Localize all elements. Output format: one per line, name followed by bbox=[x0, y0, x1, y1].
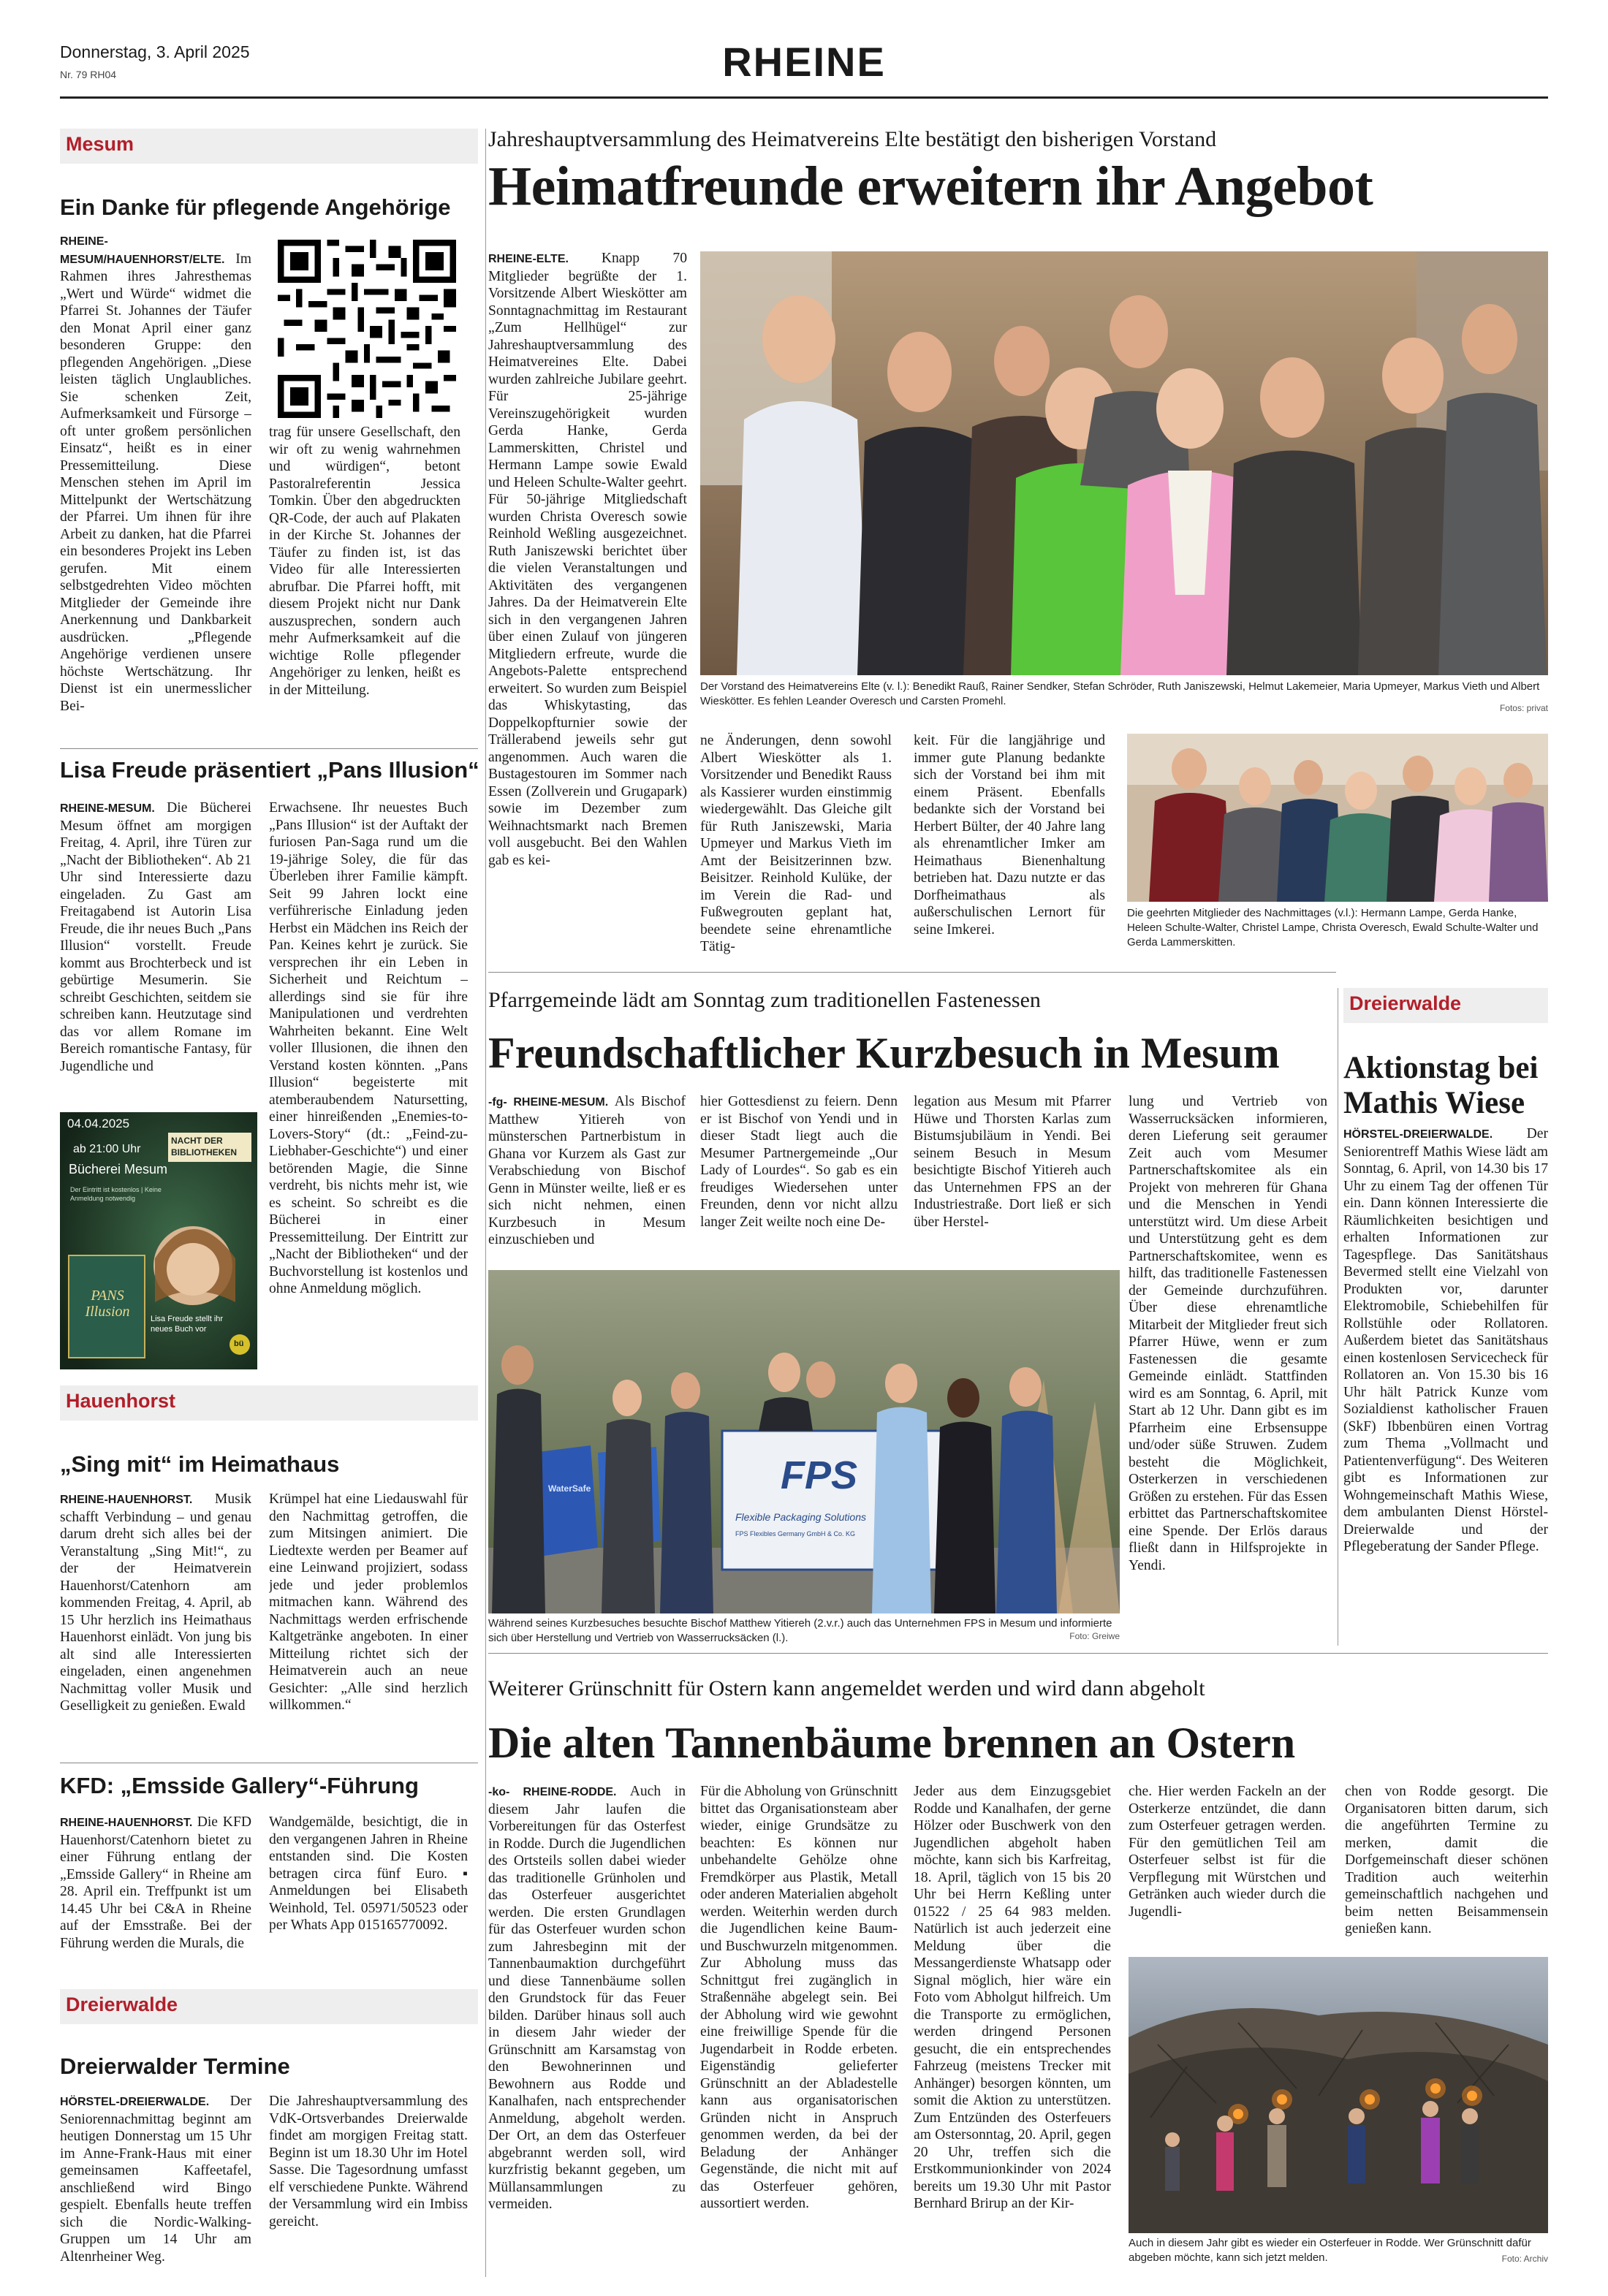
headline-lisa: Lisa Freude präsentiert „Pans Illusion“ bbox=[60, 757, 479, 783]
article-text: Im Rahmen ihres Jahresthemas „Wert und Würde“ widmet die Pfarrei St. Johannes der Täufer den Monat April einer ganz besonderen Gruppe: den pflegenden Angehörigen. „Diese leisten täglich Unglaubliches. Sie schenken Zeit, Aufmerksamkeit und Fürsorge – oft unter großem persönlichen Einsatz“, heißt es in einer Pressemitteilung. Diese Menschen stehen im April im Mittelpunkt der Wertschätzung der Pfarrei. Um ihnen für ihre Arbeit zu danken, hat die Pfarrei ein besonderes Projekt ins Leben gerufen. Mit einem selbstgedrehten Video möchten Mitglieder der Gemeinde ihre Anerkennung und Dankbarkeit ausdrücken. „Pflegende Angehörige verdienen unsere höchste Wertschätzung. Ihr Dienst ist ein unermesslicher Bei- bbox=[60, 251, 251, 714]
dateline: HÖRSTEL-DREIERWALDE. bbox=[1343, 1128, 1527, 1141]
qr-code-graphic bbox=[278, 240, 456, 418]
section-tag-hauenhorst: Hauenhorst bbox=[60, 1385, 478, 1421]
article-kfd-col2 bbox=[269, 1814, 468, 1978]
photo-osterfeuer-graphic bbox=[1129, 1957, 1548, 2233]
credit-osterfeuer: Foto: Archiv bbox=[1501, 2254, 1548, 2264]
headline-dreierwalder-termine: Dreierwalder Termine bbox=[60, 2053, 290, 2079]
qr-code[interactable] bbox=[278, 240, 456, 418]
photo-jubilare bbox=[1127, 734, 1548, 902]
article-text: Der Seniorentreff Mathis Wiese lädt am Sonntag, 6. April, von 14.30 bis 17 Uhr zu einem Tag der offenen Tür ein. Dann können Interessierte die Räumlichkeiten besichtigen und erhalten Informationen zur Tagespflege. Das Sanitätshaus Bevermed stellt eine Vielzahl von Produkten vor, darunter Elektromobile, Schiebehilfen für Rollstühle oder Rollatoren. Außerdem bietet das Sanitätshaus einen kostenlosen Servicecheck für Rollatoren an. Von 15.30 bis 16 Uhr hält Patrick Kunze vom Sozialdienst katholischer Frauen (SkF) Ibbenbüren einen Vortrag zum Thema „Vollmacht und Patientenverfügung“. Des Weiteren gibt es Informationen zur Wohngemeinschaft Mathis Wiese, dem ambulanten Dienst Hörstel-Dreierwalde und der Pflegeberatung der Sander Pflege. bbox=[1343, 1126, 1548, 1554]
bag-label: WaterSafe bbox=[548, 1483, 591, 1494]
article-tannen-col5 bbox=[1345, 1783, 1548, 1947]
article-mesum-col4 bbox=[1129, 1093, 1327, 1645]
headline-aktionstag: Aktionstag bei Mathis Wiese bbox=[1343, 1051, 1539, 1121]
issue-date: Donnerstag, 3. April 2025 bbox=[60, 42, 250, 61]
article-heimat-col1 bbox=[488, 250, 687, 955]
dateline: -fg- RHEINE-MESUM. bbox=[488, 1096, 615, 1109]
overline-heimat: Jahreshauptversammlung des Heimatvereins Elte bestätigt den bisherigen Vorstand bbox=[488, 127, 1217, 151]
poster-time: ab 21:00 Uhr bbox=[73, 1143, 141, 1155]
headline-kfd: KFD: „Emsside Gallery“-Führung bbox=[60, 1773, 419, 1798]
divider bbox=[488, 1653, 1548, 1654]
article-lisa-col2 bbox=[269, 799, 468, 1369]
article-lisa-col1 bbox=[60, 799, 251, 1086]
article-sing-col1 bbox=[60, 1491, 251, 1750]
photo-vorstand bbox=[700, 251, 1548, 675]
photo-jubilare-graphic bbox=[1127, 734, 1548, 902]
article-text: che. Hier werden Fackeln an der Osterkerze entzündet, die dann zum Osterfeuer getragen werden. Für den gemütlichen Teil am Osterfeuer selbst ist für die Verpflegung mit Würstchen und Getränken auch wieder durch die Jugendli- bbox=[1129, 1784, 1326, 1920]
article-tannen-col4 bbox=[1129, 1783, 1326, 1947]
poster-promo: Lisa Freude stellt ihr neues Buch vor bbox=[151, 1315, 224, 1334]
article-tannen-col1 bbox=[488, 1783, 686, 2276]
article-mesum-col3 bbox=[914, 1093, 1111, 1258]
caption-jubilare: Die geehrten Mitglieder des Nachmittages (v.l.): Hermann Lampe, Gerda Hanke, Heleen Schulte-Walter, Christel Lampe, Christa Overesch, Ewald Schulte-Walter und Gerda Lammerskitten. bbox=[1127, 907, 1539, 949]
divider bbox=[488, 972, 1336, 973]
headline-mesum: Freundschaftlicher Kurzbesuch in Mesum bbox=[488, 1029, 1280, 1077]
dateline: RHEINE-HAUENHORST. bbox=[60, 1494, 215, 1506]
issue-meta: Nr. 79 RH04 bbox=[60, 69, 117, 80]
photo-bischof-fps bbox=[488, 1270, 1120, 1613]
poster-badge: bü bbox=[234, 1339, 244, 1348]
article-tannen-col3 bbox=[914, 1783, 1111, 2276]
article-text: Knapp 70 Mitglieder begrüßte der 1. Vorsitzende Albert Wieskötter am Sonntagnachmittag im Restaurant „Zum Hellhügel“ zur Jahreshauptversammlung des Heimatvereines Elte. Dabei wurden zahlreiche Jubilare geehrt. Für 25-jährige Vereinszugehörigkeit wurden Gerda Hanke, Gerda Lammerskitten, Christel und Hermann Lampe sowie Ewald und Heleen Schulte-Walter geehrt. Für 50-jährige Mitgliedschaft wurden Christa Overesch sowie Reinhold Weßling ausgezeichnet. Ruth Janiszewski berichtet über die vielen Veranstaltungen und Aktivitäten des vergangenen Jahres. Da der Heimatverein Elte sich in den vergangenen Jahren über einen Zulauf von jüngeren Mitgliedern erfreute, wurde die Angebots-Palette entsprechend erweitert. So wurden zum Beispiel das Whiskytasting, das Doppelkopfturnier sowie der Trällerabend jeweils sehr gut angenommen. Auch waren die Bustagestouren im Sommer nach Essen (Zollverein und Grugapark) sowie im Dezember zum Weihnachtsmarkt nach Bremen voll ausgebucht. Bei den Wahlen gab es kei- bbox=[488, 251, 687, 868]
caption-osterfeuer: Auch in diesem Jahr gibt es wieder ein Osterfeuer in Rodde. Wer Grünschnitt dafür abgeben möchte, kann sich jetzt melden. bbox=[1129, 2237, 1531, 2264]
dateline: RHEINE-HAUENHORST. bbox=[60, 1817, 197, 1829]
credit-vorstand: Fotos: privat bbox=[1499, 703, 1548, 713]
article-heimat-col3 bbox=[914, 732, 1105, 955]
section-tag-dreierwalde-right: Dreierwalde bbox=[1343, 988, 1548, 1023]
poster-date: 04.04.2025 bbox=[67, 1117, 130, 1130]
article-text: Auch in diesem Jahr laufen die Vorbereitungen für das Osterfest in Rodde. Durch die Jugendlichen des Ortsteils sollen dabei wieder das traditionelle Grünholen und das Osterfeuer ausgerichtet werden. Die ersten Grundlagen für das Osterfeuer wurden schon zum Jahresbeginn mit der Tannenbaumaktion durchgeführt und diese Tannenbäume sollen den Grundstock für das Feuer bilden. Darüber hinaus soll auch in diesem Jahr wieder der Grünschnitt am Karsamstag von den Bewohnerinnen und Bewohnern aus Rodde und Kanalhafen, nach entsprechender Anmeldung, abgeholt werden. Der Ort, an dem das Osterfeuer abgebrannt werden soll, wird kurzfristig bekannt gegeben, um Müllansammlungen zu vermeiden. bbox=[488, 1784, 686, 2212]
overline-tannen: Weiterer Grünschnitt für Ostern kann angemeldet werden und wird dann abgeholt bbox=[488, 1676, 1205, 1700]
article-text: Die KFD Hauenhorst/Catenhorn bietet zu einer Führung entlang der „Emsside Gallery“ in Rheine am 28. April ein. Treffpunkt ist um 14.45 Uhr bei C&A in Rheine auf der Emsstraße. Bei der Führung werden die Murals, die bbox=[60, 1814, 251, 1951]
section-tag-dreierwalde: Dreierwalde bbox=[60, 1989, 478, 2024]
fps-sign-brand: FPS bbox=[781, 1453, 858, 1497]
poster-venue: Bücherei Mesum bbox=[69, 1162, 168, 1176]
article-mesum-col1 bbox=[488, 1093, 686, 1258]
article-mesum-col2 bbox=[700, 1093, 898, 1258]
section-title: RHEINE bbox=[722, 39, 886, 85]
fps-sign-line2: FPS Flexibles Germany GmbH & Co. KG bbox=[735, 1530, 856, 1537]
poster-event-line1: NACHT DER bbox=[171, 1136, 223, 1146]
article-text: ne Änderungen, denn sowohl Albert Wieskötter als 1. Vorsitzender und Benedikt Rauss als Kassierer wurden einstimmig wiedergewählt. Das Gleiche gilt für Ruth Janiszewski, Maria Upmeyer und Markus Vieth im Amt der Beisitzerinnen bzw. Beisitzer. Reinhold Kulüke, der im Verein die Rad- und Fußwegrouten geplant hat, beendete seine ehrenamtliche Tätig- bbox=[700, 733, 892, 954]
credit-bischof: Foto: Greiwe bbox=[1069, 1631, 1120, 1641]
article-tannen-col2 bbox=[700, 1783, 898, 2276]
poster-book-title: PANS Illusion bbox=[85, 1288, 130, 1320]
photo-bischof-graphic bbox=[488, 1270, 1120, 1613]
article-text: Die Bücherei Mesum öffnet am morgigen Freitag, 4. April, ihre Türen zur „Nacht der Bibliotheken“. Ab 21 Uhr sind Interessierte dazu eingeladen. Zu Gast am Freitagabend ist Autorin Lisa Freude, die ihr neues Buch „Pans Illusion“ vorstellt. Freude kommt aus Brochterbeck und ist gebürtige Mesumerin. Sie schreibt Geschichten, seitdem sie schreiben kann. Heutzutage sind das vor allem Romane im Bereich romantische Fantasy, für Jugendliche und bbox=[60, 800, 251, 1074]
article-text: Als Bischof Matthew Yitiereh von münsterschen Partnerbistum in Ghana vor Kurzem als Gast zur Verabschiedung von Bischof Genn in Münster weilte, ließ er es sich nicht nehmen, einen Kurzbesuch in Mesum einzuschieben und bbox=[488, 1094, 686, 1247]
overline-mesum: Pfarrgemeinde lädt am Sonntag zum traditionellen Fastenessen bbox=[488, 988, 1041, 1012]
article-termine-col2 bbox=[269, 2093, 468, 2276]
article-text: Musik schafft Verbindung – und genau darum dreht sich alles bei der Veranstaltung „Sing Mit!“, zu der der Heimatverein Hauenhorst/Catenhorn am kommenden Freitag, 4. April, ab 15 Uhr herzlich ins Heimathaus Hauenhorst einlädt. Von jung bis alt sind alle Interessierten eingeladen, einen angenehmen Nachmittag voller Musik und Geselligkeit zu genießen. Ewald bbox=[60, 1491, 251, 1714]
section-tag-mesum: Mesum bbox=[60, 129, 478, 164]
article-danke-col2 bbox=[269, 424, 460, 734]
poster-event-line2: BIBLIOTHEKEN bbox=[171, 1147, 237, 1157]
article-aktionstag bbox=[1343, 1125, 1548, 1644]
article-text: chen von Rodde gesorgt. Die Organisatoren bitten darum, sich die angeführten Termine zu merken, damit die Dorfgemeinschaft dieser schönen Tradition auch weiterhin gemeinschaftlich nachgehen und beim netten Beisammensein genießen kann. bbox=[1345, 1784, 1548, 1936]
dateline: -ko- RHEINE-RODDE. bbox=[488, 1786, 630, 1798]
poster-nacht-der-bibliotheken bbox=[60, 1112, 257, 1369]
dateline: RHEINE-MESUM. bbox=[60, 802, 167, 815]
headline-danke: Ein Danke für pflegende Angehörige bbox=[60, 194, 451, 220]
article-kfd-col1 bbox=[60, 1814, 251, 1978]
poster-note: Der Eintritt ist kostenlos | Keine Anmeldung notwendig bbox=[70, 1186, 162, 1202]
article-text: trag für unsere Gesellschaft, den wir oft zu wenig wahrnehmen und würdigen“, betont Pastoralreferentin Jessica Tomkin. Über den abgedruckten QR-Code, der auch auf Plakaten in der Kirche St. Johannes der Täufer zu finden ist, ist das Video für alle Interessierten abrufbar. Die Pfarrei hofft, mit diesem Projekt nicht nur Dank auszusprechen, sondern auch mehr Aufmerksamkeit auf die wichtige Rolle pflegender Angehöriger zu lenken, heißt es in der Mitteilung. bbox=[269, 425, 460, 698]
article-text: Die Jahreshauptversammlung des VdK-Ortsverbandes Dreierwalde findet am morgigen Freitag statt. Beginn ist um 18.30 Uhr im Hotel Sasse. Die Tagesordnung umfasst elf verschiedene Punkte. Während der Versammlung wird ein Imbiss gereicht. bbox=[269, 2094, 468, 2230]
article-text: hier Gottesdienst zu feiern. Denn er ist Bischof von Yendi und in dieser Stadt liegt auch die Mesumer Partnergemeinde „Our Lady of Lourdes“. So gab es ein freudiges Wiedersehen unter Freunden, denn vor nicht allzu langer Zeit weilte noch eine De- bbox=[700, 1094, 898, 1230]
headline-tannen: Die alten Tannenbäume brennen an Ostern bbox=[488, 1719, 1296, 1767]
article-text: Erwachsene. Ihr neuestes Buch „Pans Illusion“ ist der Auftakt der furiosen Pan-Saga rund um die 19-jährige Soley, die für das Überleben ihrer Familie kämpft. Seit 99 Jahren lockt eine verführerische Einladung jeden Herbst ein Mädchen ins Reich der Pan. Keines kehrt je zurück. Sie versprechen ihr ein Leben in Sicherheit und Reichtum – allerdings sind sie für ihre Manipulationen und verdrehten Wahrheiten bekannt. Eine Welt voller Illusionen, die ihnen den Verstand kosten könnten. „Pans Illusion“ begeisterte mit atemberaubendem Natursetting, einer hinreißenden „Enemies-to-Lovers-Story“ (dt.: „Feind-zu-Liebhaber-Geschichte“) und einer betörenden Magie, die Sinne verdreht, bis nichts mehr ist, wie es scheint. So schreibt es die Bücherei in einer Pressemitteilung. Der Eintritt zur „Nacht der Bibliotheken“ und der Buchvorstellung ist kostenlos und ohne Anmeldung möglich. bbox=[269, 800, 468, 1296]
article-heimat-col2 bbox=[700, 732, 892, 955]
article-text: Wandgemälde, besichtigt, die in den vergangenen Jahren in Rheine entstanden sind. Die Kosten betragen circa fünf Euro. ▪ Anmeldungen bei Elisabeth Weinhold, Tel. 05971/50523 oder per Whats App 015165770092. bbox=[269, 1814, 468, 1933]
masthead-rule bbox=[60, 96, 1548, 99]
dateline: RHEINE-MESUM/HAUENHORST/ELTE. bbox=[60, 235, 236, 266]
caption-vorstand: Der Vorstand des Heimatvereins Elte (v. l.): Benedikt Rauß, Rainer Sendker, Stefan Schröder, Ruth Janiszewski, Helmut Lakemeier, Maria Upmeyer, Markus Vieth und Albert Wieskötter. Es fehlen Leander Overesch und Carsten Promehl. bbox=[700, 680, 1540, 707]
article-text: keit. Für die langjährige und immer gute Planung bedankte sich der Vorstand bei ihm mit einem Präsent. Ebenfalls bedankte sich der Vorstand bei Herbert Bülter, der 40 Jahre lang als ehrenamtlicher Imker am Heimathaus Bienenhaltung betrieben hat. Dazu nutzte er das Dorfheimathaus als außerschulischen Lernort für seine Imkerei. bbox=[914, 733, 1105, 938]
article-sing-col2 bbox=[269, 1491, 468, 1750]
article-danke-col1 bbox=[60, 232, 251, 734]
article-text: Krümpel hat eine Liedauswahl für den Nachmittag getroffen, die zum Mitsingen animiert. Die Liedtexte werden per Beamer auf eine Leinwand projiziert, sodass jede und jeder problemlos mitmachen kann. Während des Nachmittags werden erfrischende Kaltgetränke angeboten. In einer Mitteilung richtet sich der Heimatverein auch an neue Gesichter: „Alle sind herzlich willkommen.“ bbox=[269, 1491, 468, 1713]
divider bbox=[60, 748, 478, 749]
article-text: Jeder aus dem Einzugsgebiet Rodde und Kanalhafen, der gerne Hölzer oder Buschwerk von den Jugendlichen abgeholt haben möchte, kann sich bis Karfreitag, 18. April, täglich von 15 bis 20 Uhr bei Herrn Keßling unter 01522 / 25 64 983 melden. Natürlich ist auch jederzeit eine Meldung über die Messangerdienste Whatsapp oder Signal möglich, hier wäre ein Foto vom Abholgut hilfreich. Um die Transporte zu ermöglichen, werden dringend Personen gesucht, die ein entsprechendes Fahrzeug (meistens Trecker mit Anhänger) besorgen könnten, um somit die Aktion zu unterstützen. Zum Entzünden des Osterfeuers am Ostersonntag, 20. April, gegen 20 Uhr, treffen sich die Erstkommunionkinder von 2024 bereits um 19.30 Uhr mit Pastor Bernhard Brirup an der Kir- bbox=[914, 1784, 1111, 2211]
fps-sign-line1: Flexible Packaging Solutions bbox=[735, 1511, 866, 1523]
photo-osterfeuer bbox=[1129, 1957, 1548, 2233]
article-text: Der Seniorennachmittag beginnt am heutigen Donnerstag um 15 Uhr im Anne-Frank-Haus mit einer gemeinsamen Kaffeetafel, anschließend wird Bingo gespielt. Ebenfalls heute treffen sich die Nordic-Walking-Gruppen um 14 Uhr am Altenrheiner Weg. bbox=[60, 2094, 251, 2265]
headline-sing-mit: „Sing mit“ im Heimathaus bbox=[60, 1451, 340, 1477]
article-text: legation aus Mesum mit Pfarrer Hüwe und Thorsten Karlas zum Bistumsjubiläum in Yendi. Bei seinem Besuch in Mesum besichtigte Bischof Yitiereh auch das Unternehmen FPS an der Industriestraße. Dort ließ er sich über Herstel- bbox=[914, 1094, 1111, 1230]
caption-bischof: Während seines Kurzbesuches besuchte Bischof Matthew Yitiereh (2.v.r.) auch das Unternehmen FPS in Mesum und informierte sich über Herstellung und Vertrieb von Wasserrucksäcken (l.). bbox=[488, 1617, 1112, 1644]
photo-vorstand-graphic bbox=[700, 251, 1548, 675]
article-text: lung und Vertrieb von Wasserrucksäcken informieren, deren Lieferung seit geraumer Zeit auch vom Mesumer Partnerschaftskomitee als ein Projekt von mehreren für Ghana und die Menschen in Yendi unterstützt wird. Um diese Arbeit und Unterstützung geht es dem Partnerschaftskomitee, wenn es hilft, das traditionelle Fastenessen der Gemeinde durchzuführen. Über diese ehrenamtliche Mitarbeit der Mitglieder freut sich Pfarrer Hüwe, wenn er zum Fastenessen die gesamte Gemeinde einlädt. Stattfinden wird es am Sonntag, 6. April, mit Start ab 12 Uhr. Dann gibt es im Pfarrheim eine Erbsensuppe und/oder süße Struwen. Zudem besteht die Möglichkeit, Osterkerzen in verschiedenen Größen zu erstehen. Für das Essen erbittet das Partnerschaftskomitee eine Spende. Der Erlös daraus fließt dann in Hilfsprojekte in Yendi. bbox=[1129, 1094, 1327, 1573]
article-text: Für die Abholung von Grünschnitt bittet das Organisationsteam aber wieder, einige Grundsätze zu beachten: Es können nur unbehandelte Gehölze ohne Fremdkörper aus Plastik, Metall oder anderen Materialien abgeholt werden. Weiterhin werden durch die Jugendlichen keine Baum- und Buschwurzeln mitgenommen. Zur Abholung muss das Schnittgut frei zugänglich in Straßennähe abgelegt sein. Bei der Abholung wird wie gewohnt eine freiwillige Spende für die Jugendarbeit in Rodde erbeten. Eigenständig gelieferter Grünschnitt an der Abladestelle kann aus organisatorischen Gründen nicht in Anspruch genommen werden, da bei der Beladung der Anhänger Gegenstände, die nicht mit auf das Osterfeuer gehören, aussortiert werden. bbox=[700, 1784, 898, 2211]
dateline: RHEINE-ELTE. bbox=[488, 253, 602, 265]
headline-heimat: Heimatfreunde erweitern ihr Angebot bbox=[488, 156, 1373, 217]
article-termine-col1 bbox=[60, 2093, 251, 2276]
dateline: HÖRSTEL-DREIERWALDE. bbox=[60, 2096, 230, 2108]
column-divider bbox=[485, 129, 486, 2277]
